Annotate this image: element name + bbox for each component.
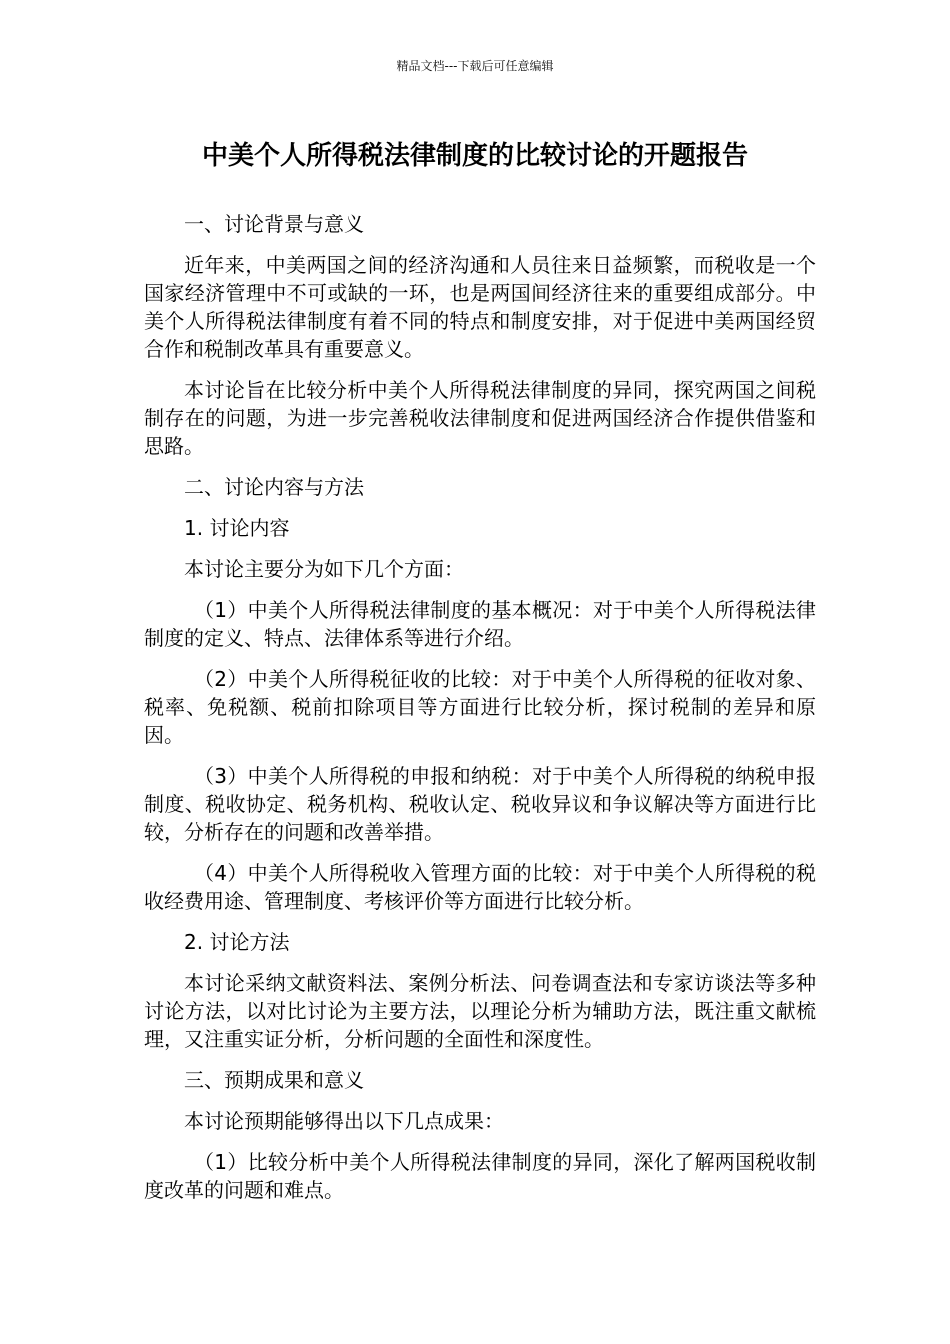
list-item-4: （4）中美个人所得税收入管理方面的比较：对于中美个人所得税的税收经费用途、管理制度、考核评价等方面进行比较分析。 [144, 861, 816, 913]
list-item-3: （3）中美个人所得税的申报和纳税：对于中美个人所得税的纳税申报制度、税收协定、税务机构、税收认定、税收异议和争议解决等方面进行比较，分析存在的问题和改善举措。 [144, 764, 816, 844]
document-title: 中美个人所得税法律制度的比较讨论的开题报告 [201, 141, 748, 171]
list-item-1: （1）中美个人所得税法律制度的基本概况：对于中美个人所得税法律制度的定义、特点、法律体系等进行介绍。 [144, 598, 816, 650]
section-heading-content-method: 二、讨论内容与方法 [184, 475, 364, 499]
paragraph-outcomes-intro: 本讨论预期能够得出以下几点成果： [184, 1109, 504, 1133]
section-heading-outcomes: 三、预期成果和意义 [184, 1068, 364, 1092]
paragraph-background: 近年来，中美两国之间的经济沟通和人员往来日益频繁，而税收是一个国家经济管理中不可或缺的一环，也是两国间经济往来的重要组成部分。中美个人所得税法律制度有着不同的特点和制度安排，对于促进中美两国经贸合作和税制改革具有重要意义。 [144, 253, 816, 361]
section-heading-background: 一、讨论背景与意义 [184, 212, 364, 236]
outcome-item-1: （1）比较分析中美个人所得税法律制度的异同，深化了解两国税收制度改革的问题和难点。 [144, 1150, 816, 1202]
paragraph-method: 本讨论采纳文献资料法、案例分析法、问卷调查法和专家访谈法等多种讨论方法，以对比讨论为主要方法，以理论分析为辅助方法，既注重文献梳理，又注重实证分析，分析问题的全面性和深度性。 [144, 971, 816, 1051]
document-body [144, 210, 816, 1217]
list-item-2: （2）中美个人所得税征收的比较：对于中美个人所得税的征收对象、税率、免税额、税前扣除项目等方面进行比较分析，探讨税制的差异和原因。 [144, 667, 816, 747]
subheading-method: 2. 讨论方法 [184, 930, 290, 954]
paragraph-content-intro: 本讨论主要分为如下几个方面： [184, 557, 464, 581]
paragraph-purpose: 本讨论旨在比较分析中美个人所得税法律制度的异同，探究两国之间税制存在的问题，为进一步完善税收法律制度和促进两国经济合作提供借鉴和思路。 [144, 378, 816, 458]
subheading-content: 1. 讨论内容 [184, 516, 290, 540]
header-note: 精品文档---下载后可任意编辑 [396, 59, 554, 73]
